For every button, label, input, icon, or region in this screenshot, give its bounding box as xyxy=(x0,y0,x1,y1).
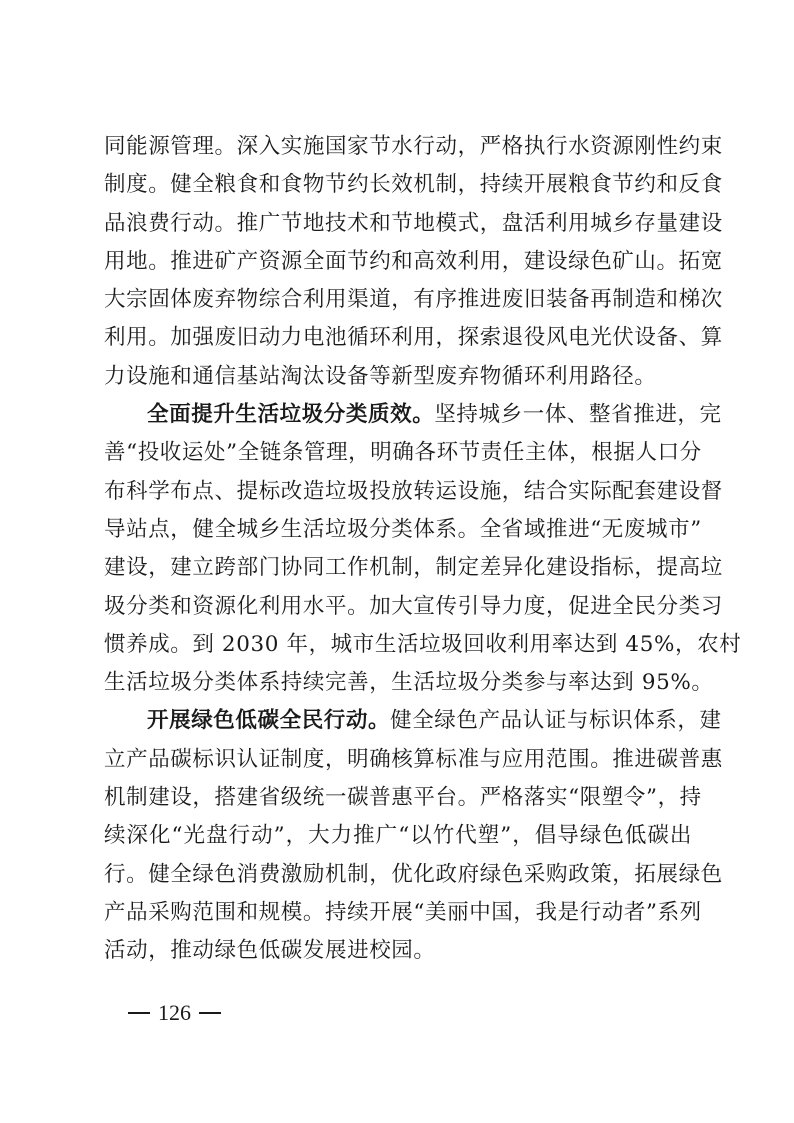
paragraph xyxy=(104,396,742,702)
text-line: 大宗固体废弃物综合利用渠道，有序推进废旧装备再制造和梯次 xyxy=(104,287,723,313)
page-footer xyxy=(120,1000,229,1026)
text-line: 续深化“光盘行动”，大力推广“以竹代塑”，倡导绿色低碳出 xyxy=(104,823,692,849)
text-line: 惯养成。到 2030 年，城市生活垃圾回收利用率达到 45%，农村 xyxy=(104,631,742,657)
text-segment: 坚持城乡一体、整省推进，完 xyxy=(434,402,722,428)
text-line: 制度。健全粮食和食物节约长效机制，持续开展粮食节约和反食 xyxy=(104,172,723,198)
text-line: 机制建设，搭建省级统一碳普惠平台。严格落实“限塑令”，持 xyxy=(104,785,702,811)
text-line: 善“投收运处”全链条管理，明确各环节责任主体，根据人口分 xyxy=(104,440,702,466)
paragraph xyxy=(104,128,723,396)
dash-left xyxy=(128,1012,150,1014)
page-number: 126 xyxy=(158,1000,191,1025)
text-line: 建设，建立跨部门协同工作机制，制定差异化建设指标，提高垃 xyxy=(104,555,723,581)
text-line xyxy=(104,396,722,434)
text-line: 品浪费行动。推广节地技术和节地模式，盘活利用城乡存量建设 xyxy=(104,210,723,236)
text-line: 利用。加强废旧动力电池循环利用，探索退役风电光伏设备、算 xyxy=(104,325,723,351)
text-line: 力设施和通信基站淘汰设备等新型废弃物循环利用路径。 xyxy=(104,363,657,389)
text-line: 用地。推进矿产资源全面节约和高效利用，建设绿色矿山。拓宽 xyxy=(104,248,723,274)
text-line: 行。健全绿色消费激励机制，优化政府绿色采购政策，拓展绿色 xyxy=(104,861,723,887)
text-line: 立产品碳标识认证制度，明确核算标准与应用范围。推进碳普惠 xyxy=(104,746,723,772)
body-text xyxy=(104,128,742,971)
text-line: 导站点，健全城乡生活垃圾分类体系。全省域推进“无废城市” xyxy=(104,516,702,542)
dash-right xyxy=(199,1012,221,1014)
text-line: 活动，推动绿色低碳发展进校园。 xyxy=(104,938,436,964)
paragraph xyxy=(104,702,723,970)
text-line: 圾分类和资源化利用水平。加大宣传引导力度，促进全民分类习 xyxy=(104,593,723,619)
text-line: 产品采购范围和规模。持续开展“美丽中国，我是行动者”系列 xyxy=(104,899,702,925)
text-line: 生活垃圾分类体系持续完善，生活垃圾分类参与率达到 95%。 xyxy=(104,670,714,696)
text-line xyxy=(104,702,722,740)
text-line: 布科学布点、提标改造垃圾投放转运设施，结合实际配套建设督 xyxy=(104,478,723,504)
text-segment: 健全绿色产品认证与标识体系，建 xyxy=(390,708,722,734)
text-line: 同能源管理。深入实施国家节水行动，严格执行水资源刚性约束 xyxy=(104,134,723,159)
paragraph-heading: 开展绿色低碳全民行动。 xyxy=(147,708,391,734)
paragraph-heading: 全面提升生活垃圾分类质效。 xyxy=(147,402,435,428)
